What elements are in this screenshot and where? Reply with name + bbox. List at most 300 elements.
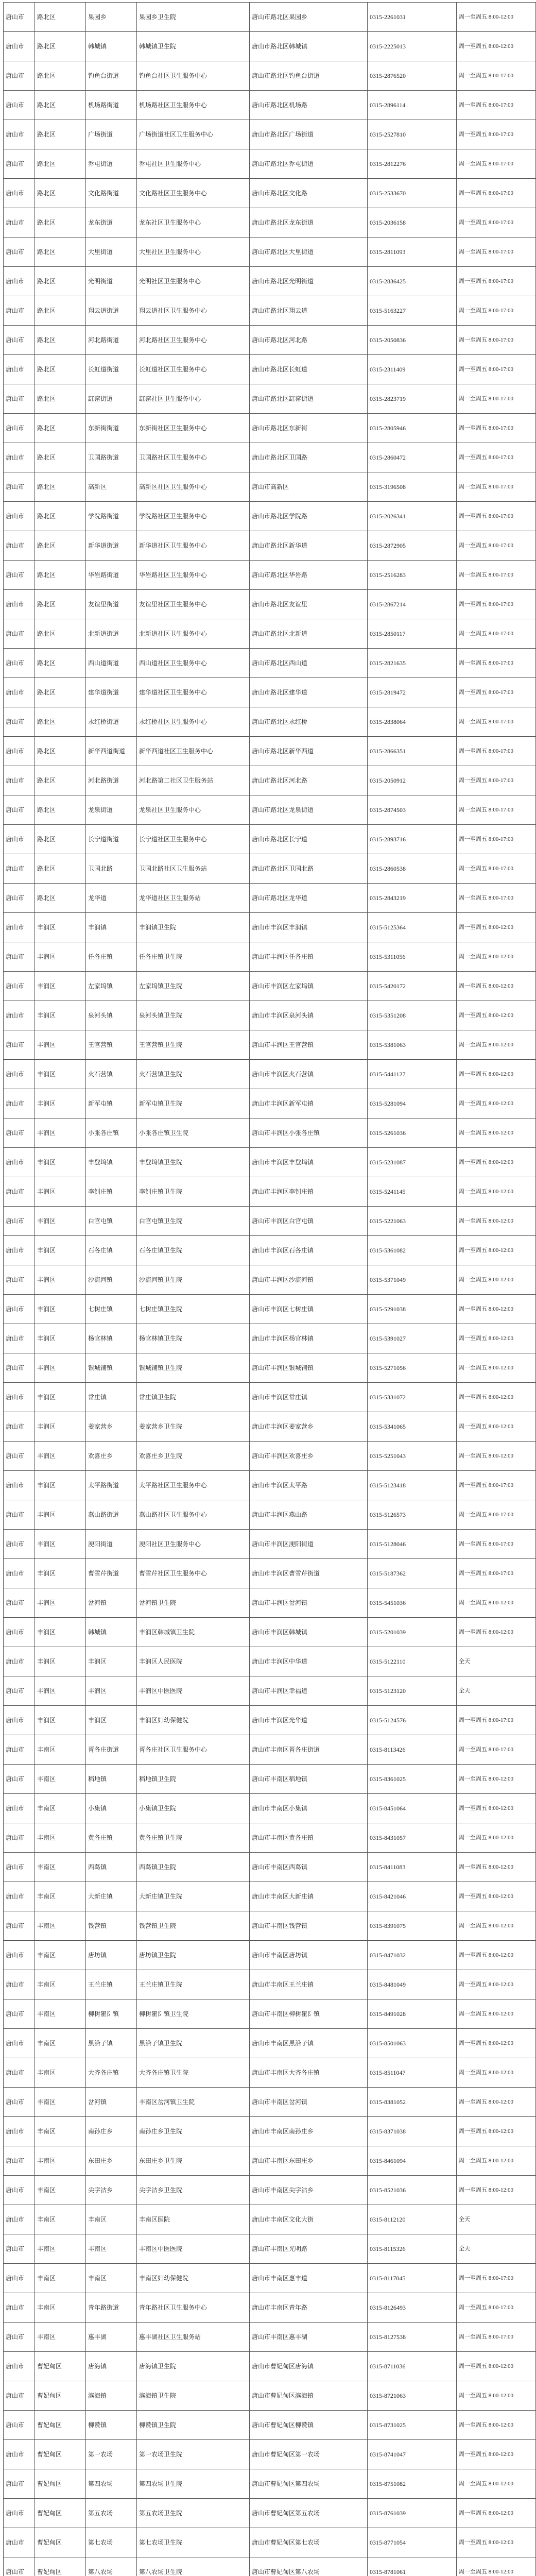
facility-cell: 第一农场卫生院 [137, 2440, 250, 2469]
facility-cell: 北新道社区卫生服务中心 [137, 619, 250, 649]
address-cell: 唐山市丰润区浭阳街道 [250, 1530, 368, 1559]
hours-cell: 周一至周五 8:00-17:00 [457, 61, 536, 91]
facility-cell: 乔屯社区卫生服务中心 [137, 149, 250, 179]
district-cell: 丰润区 [35, 913, 86, 942]
address-cell: 唐山市丰润区韩城镇 [250, 1618, 368, 1647]
hours-cell: 周一至周五 8:00-12:00 [457, 2088, 536, 2117]
phone-cell: 0315-2036158 [368, 208, 457, 238]
township-cell: 柳树瞿阝镇 [86, 1999, 137, 2029]
table-row [4, 1001, 536, 1030]
district-cell: 丰南区 [35, 1941, 86, 1970]
hours-cell: 周一至周五 8:00-17:00 [457, 443, 536, 472]
township-cell: 乔屯街道 [86, 149, 137, 179]
table-row [4, 1882, 536, 1911]
city-cell: 唐山市 [4, 884, 35, 913]
phone-cell: 0315-5221063 [368, 1207, 457, 1236]
table-row [4, 179, 536, 208]
township-cell: 新华西道街道 [86, 737, 137, 766]
district-cell: 丰南区 [35, 1970, 86, 1999]
city-cell: 唐山市 [4, 1236, 35, 1265]
district-cell: 丰润区 [35, 1647, 86, 1676]
township-cell: 卫国路街道 [86, 443, 137, 472]
facility-cell: 卫国北路社区卫生服务站 [137, 854, 250, 884]
table-row [4, 384, 536, 414]
township-cell: 钓鱼台街道 [86, 61, 137, 91]
hours-cell: 周一至周五 8:00-12:00 [457, 1765, 536, 1794]
address-cell: 唐山市路北区学院路 [250, 502, 368, 531]
address-cell: 唐山市曹妃甸区第一农场 [250, 2440, 368, 2469]
phone-cell: 0315-5124576 [368, 1706, 457, 1735]
address-cell: 唐山市丰润区石各庄镇 [250, 1236, 368, 1265]
facility-cell: 学院路社区卫生服务中心 [137, 502, 250, 531]
phone-cell: 0315-2533670 [368, 179, 457, 208]
hours-cell: 周一至周五 8:00-12:00 [457, 2176, 536, 2205]
table-row [4, 1735, 536, 1765]
address-cell: 唐山市路北区友谊里 [250, 590, 368, 619]
district-cell: 丰南区 [35, 1999, 86, 2029]
table-row [4, 1530, 536, 1559]
district-cell: 路北区 [35, 443, 86, 472]
district-cell: 丰南区 [35, 2264, 86, 2293]
phone-cell: 0315-8731025 [368, 2411, 457, 2440]
phone-cell: 0315-8431057 [368, 1823, 457, 1853]
facility-cell: 惠丰湖社区卫生服务站 [137, 2323, 250, 2352]
hours-cell: 周一至周五 8:00-12:00 [457, 1001, 536, 1030]
city-cell: 唐山市 [4, 2469, 35, 2499]
township-cell: 杨官林镇 [86, 1324, 137, 1353]
table-row [4, 884, 536, 913]
facility-table [3, 2, 536, 2576]
facility-cell: 西葛镇卫生院 [137, 1853, 250, 1882]
table-row [4, 2469, 536, 2499]
hours-cell: 周一至周五 8:00-12:00 [457, 2352, 536, 2381]
city-cell: 唐山市 [4, 678, 35, 707]
table-row [4, 1676, 536, 1706]
table-row [4, 1618, 536, 1647]
hours-cell: 周一至周五 8:00-17:00 [457, 1735, 536, 1765]
township-cell: 王官营镇 [86, 1030, 137, 1060]
phone-cell: 0315-8471032 [368, 1941, 457, 1970]
address-cell: 唐山市丰南区小集镇 [250, 1794, 368, 1823]
township-cell: 小集镇 [86, 1794, 137, 1823]
city-cell: 唐山市 [4, 2352, 35, 2381]
district-cell: 路北区 [35, 179, 86, 208]
district-cell: 路北区 [35, 238, 86, 267]
phone-cell: 0315-8741047 [368, 2440, 457, 2469]
facility-cell: 广场街道社区卫生服务中心 [137, 120, 250, 149]
district-cell: 丰南区 [35, 2293, 86, 2323]
district-cell: 丰润区 [35, 1089, 86, 1118]
city-cell: 唐山市 [4, 355, 35, 384]
city-cell: 唐山市 [4, 149, 35, 179]
hours-cell: 周一至周五 8:00-12:00 [457, 1794, 536, 1823]
table-row [4, 1794, 536, 1823]
facility-cell: 华岩路社区卫生服务中心 [137, 561, 250, 590]
phone-cell: 0315-5281094 [368, 1089, 457, 1118]
district-cell: 丰润区 [35, 942, 86, 972]
hours-cell: 周一至周五 8:00-12:00 [457, 1030, 536, 1060]
hours-cell: 周一至周五 8:00-12:00 [457, 1265, 536, 1295]
address-cell: 唐山市路北区果园乡 [250, 3, 368, 32]
address-cell: 唐山市丰南区钱营镇 [250, 1911, 368, 1941]
district-cell: 路北区 [35, 649, 86, 678]
phone-cell: 0315-5122110 [368, 1647, 457, 1676]
township-cell: 黄各庄镇 [86, 1823, 137, 1853]
facility-cell: 文化路社区卫生服务中心 [137, 179, 250, 208]
address-cell: 唐山市路北区龙华道 [250, 884, 368, 913]
district-cell: 路北区 [35, 707, 86, 737]
township-cell: 丰润区 [86, 1706, 137, 1735]
district-cell: 丰南区 [35, 1823, 86, 1853]
township-cell: 常庄镇 [86, 1383, 137, 1412]
table-row [4, 972, 536, 1001]
table-row [4, 707, 536, 737]
city-cell: 唐山市 [4, 2234, 35, 2264]
township-cell: 第一农场 [86, 2440, 137, 2469]
city-cell: 唐山市 [4, 795, 35, 825]
phone-cell: 0315-5123418 [368, 1471, 457, 1500]
district-cell: 丰南区 [35, 1765, 86, 1794]
address-cell: 唐山市丰南区东田庄乡 [250, 2146, 368, 2176]
city-cell: 唐山市 [4, 1999, 35, 2029]
city-cell: 唐山市 [4, 2088, 35, 2117]
city-cell: 唐山市 [4, 1471, 35, 1500]
phone-cell: 0315-5231087 [368, 1148, 457, 1177]
phone-cell: 0315-5163227 [368, 296, 457, 326]
phone-cell: 0315-2860538 [368, 854, 457, 884]
phone-cell: 0315-8113426 [368, 1735, 457, 1765]
district-cell: 丰润区 [35, 1030, 86, 1060]
district-cell: 丰润区 [35, 1706, 86, 1735]
address-cell: 唐山市路北区长虹道 [250, 355, 368, 384]
city-cell: 唐山市 [4, 854, 35, 884]
city-cell: 唐山市 [4, 590, 35, 619]
address-cell: 唐山市丰润区李钊庄镇 [250, 1177, 368, 1207]
city-cell: 唐山市 [4, 737, 35, 766]
city-cell: 唐山市 [4, 502, 35, 531]
district-cell: 丰润区 [35, 1353, 86, 1383]
district-cell: 丰南区 [35, 1735, 86, 1765]
address-cell: 唐山市路北区钓鱼台街道 [250, 61, 368, 91]
district-cell: 路北区 [35, 737, 86, 766]
facility-cell: 第四农场卫生院 [137, 2469, 250, 2499]
hours-cell: 周一至周五 8:00-17:00 [457, 2293, 536, 2323]
facility-cell: 龙东社区卫生服务中心 [137, 208, 250, 238]
phone-cell: 0315-2872905 [368, 531, 457, 561]
phone-cell: 0315-8721063 [368, 2381, 457, 2411]
hours-cell: 周一至周五 8:00-12:00 [457, 1588, 536, 1618]
address-cell: 唐山市路北区韩城镇 [250, 32, 368, 61]
address-cell: 唐山市曹妃甸区柳赞镇 [250, 2411, 368, 2440]
facility-cell: 大新庄镇卫生院 [137, 1882, 250, 1911]
table-row [4, 766, 536, 795]
hours-cell: 周一至周五 8:00-17:00 [457, 737, 536, 766]
hours-cell: 周一至周五 8:00-17:00 [457, 590, 536, 619]
township-cell: 任各庄镇 [86, 942, 137, 972]
address-cell: 唐山市路北区大里街道 [250, 238, 368, 267]
address-cell: 唐山市丰润区岔河镇 [250, 1588, 368, 1618]
township-cell: 丰润区 [86, 1676, 137, 1706]
table-row [4, 1383, 536, 1412]
address-cell: 唐山市丰润区中华道 [250, 1647, 368, 1676]
hours-cell: 周一至周五 8:00-12:00 [457, 2029, 536, 2058]
city-cell: 唐山市 [4, 1794, 35, 1823]
hours-cell: 全天 [457, 1676, 536, 1706]
district-cell: 路北区 [35, 326, 86, 355]
district-cell: 丰南区 [35, 2117, 86, 2146]
city-cell: 唐山市 [4, 1823, 35, 1853]
phone-cell: 0315-2050912 [368, 766, 457, 795]
address-cell: 唐山市丰润区王官营镇 [250, 1030, 368, 1060]
hours-cell: 周一至周五 8:00-17:00 [457, 267, 536, 296]
address-cell: 唐山市路北区机场路 [250, 91, 368, 120]
hours-cell: 周一至周五 8:00-12:00 [457, 1999, 536, 2029]
district-cell: 曹妃甸区 [35, 2557, 86, 2576]
township-cell: 华岩路街道 [86, 561, 137, 590]
phone-cell: 0315-8521036 [368, 2176, 457, 2205]
city-cell: 唐山市 [4, 1118, 35, 1148]
district-cell: 丰润区 [35, 972, 86, 1001]
table-row [4, 1265, 536, 1295]
district-cell: 丰润区 [35, 1295, 86, 1324]
table-row [4, 678, 536, 707]
city-cell: 唐山市 [4, 2323, 35, 2352]
phone-cell: 0315-2819472 [368, 678, 457, 707]
phone-cell: 0315-2050836 [368, 326, 457, 355]
address-cell: 唐山市丰润区七树庄镇 [250, 1295, 368, 1324]
hours-cell: 周一至周五 8:00-12:00 [457, 1412, 536, 1442]
address-cell: 唐山市丰润区燕山路 [250, 1500, 368, 1530]
hours-cell: 周一至周五 8:00-17:00 [457, 619, 536, 649]
facility-cell: 柳树瞿阝镇卫生院 [137, 1999, 250, 2029]
district-cell: 丰南区 [35, 2205, 86, 2234]
city-cell: 唐山市 [4, 531, 35, 561]
township-cell: 高新区 [86, 472, 137, 502]
township-cell: 龙东街道 [86, 208, 137, 238]
township-cell: 李钊庄镇 [86, 1177, 137, 1207]
facility-cell: 白官屯镇卫生院 [137, 1207, 250, 1236]
address-cell: 唐山市曹妃甸区第五农场 [250, 2499, 368, 2528]
hours-cell: 周一至周五 8:00-17:00 [457, 120, 536, 149]
city-cell: 唐山市 [4, 825, 35, 854]
facility-cell: 机场路社区卫生服务中心 [137, 91, 250, 120]
facility-cell: 丰南区医院 [137, 2205, 250, 2234]
township-cell: 王兰庄镇 [86, 1970, 137, 1999]
phone-cell: 0315-2838064 [368, 707, 457, 737]
facility-cell: 银城铺镇卫生院 [137, 1353, 250, 1383]
township-cell: 机场路街道 [86, 91, 137, 120]
city-cell: 唐山市 [4, 2381, 35, 2411]
facility-cell: 太平路社区卫生服务中心 [137, 1471, 250, 1500]
phone-cell: 0315-5451036 [368, 1588, 457, 1618]
address-cell: 唐山市丰南区南孙庄乡 [250, 2117, 368, 2146]
facility-cell: 钓鱼台社区卫生服务中心 [137, 61, 250, 91]
township-cell: 太平路街道 [86, 1471, 137, 1500]
table-row [4, 91, 536, 120]
address-cell: 唐山市路北区河北路 [250, 326, 368, 355]
address-cell: 唐山市曹妃甸区第四农场 [250, 2469, 368, 2499]
city-cell: 唐山市 [4, 296, 35, 326]
address-cell: 唐山市路北区乔屯街道 [250, 149, 368, 179]
township-cell: 曹雪芹街道 [86, 1559, 137, 1588]
township-cell: 韩城镇 [86, 32, 137, 61]
table-row [4, 443, 536, 472]
facility-cell: 河北路第二社区卫生服务站 [137, 766, 250, 795]
hours-cell: 周一至周五 8:00-17:00 [457, 384, 536, 414]
phone-cell: 0315-5341065 [368, 1412, 457, 1442]
address-cell: 唐山市丰润区太平路 [250, 1471, 368, 1500]
facility-cell: 大里社区卫生服务中心 [137, 238, 250, 267]
district-cell: 曹妃甸区 [35, 2411, 86, 2440]
facility-cell: 任各庄镇卫生院 [137, 942, 250, 972]
city-cell: 唐山市 [4, 1618, 35, 1647]
facility-cell: 黄各庄镇卫生院 [137, 1823, 250, 1853]
address-cell: 唐山市曹妃甸区第八农场 [250, 2557, 368, 2576]
district-cell: 丰润区 [35, 1118, 86, 1148]
hours-cell: 周一至周五 8:00-12:00 [457, 1823, 536, 1853]
hours-cell: 周一至周五 8:00-12:00 [457, 1911, 536, 1941]
district-cell: 丰润区 [35, 1559, 86, 1588]
district-cell: 路北区 [35, 120, 86, 149]
city-cell: 唐山市 [4, 2499, 35, 2528]
phone-cell: 0315-2812276 [368, 149, 457, 179]
hours-cell: 周一至周五 8:00-12:00 [457, 2411, 536, 2440]
city-cell: 唐山市 [4, 561, 35, 590]
city-cell: 唐山市 [4, 2293, 35, 2323]
township-cell: 稻地镇 [86, 1765, 137, 1794]
township-cell: 第四农场 [86, 2469, 137, 2499]
address-cell: 唐山市路北区东新街 [250, 414, 368, 443]
address-cell: 唐山市路北区永红桥 [250, 707, 368, 737]
phone-cell: 0315-2867214 [368, 590, 457, 619]
township-cell: 丰润区 [86, 1647, 137, 1676]
township-cell: 惠丰湖 [86, 2323, 137, 2352]
table-row [4, 414, 536, 443]
facility-cell: 黑沿子镇卫生院 [137, 2029, 250, 2058]
hours-cell: 周一至周五 8:00-12:00 [457, 2469, 536, 2499]
facility-cell: 欢喜庄乡卫生院 [137, 1442, 250, 1471]
phone-cell: 0315-8761039 [368, 2499, 457, 2528]
city-cell: 唐山市 [4, 1559, 35, 1588]
district-cell: 路北区 [35, 149, 86, 179]
address-cell: 唐山市路北区卫国北路 [250, 854, 368, 884]
city-cell: 唐山市 [4, 942, 35, 972]
facility-cell: 燕山路社区卫生服务中心 [137, 1500, 250, 1530]
phone-cell: 0315-5125364 [368, 913, 457, 942]
table-row [4, 32, 536, 61]
district-cell: 丰南区 [35, 1911, 86, 1941]
city-cell: 唐山市 [4, 1970, 35, 1999]
hours-cell: 周一至周五 8:00-17:00 [457, 649, 536, 678]
facility-cell: 尖字沽乡卫生院 [137, 2176, 250, 2205]
address-cell: 唐山市丰南区尖字沽乡 [250, 2176, 368, 2205]
district-cell: 路北区 [35, 825, 86, 854]
table-row [4, 619, 536, 649]
township-cell: 滨海镇 [86, 2381, 137, 2411]
township-cell: 建华道街道 [86, 678, 137, 707]
district-cell: 曹妃甸区 [35, 2381, 86, 2411]
city-cell: 唐山市 [4, 1941, 35, 1970]
phone-cell: 0315-2876520 [368, 61, 457, 91]
facility-cell: 缸窑社区卫生服务中心 [137, 384, 250, 414]
city-cell: 唐山市 [4, 2557, 35, 2576]
hours-cell: 周一至周五 8:00-12:00 [457, 942, 536, 972]
hours-cell: 周一至周五 8:00-12:00 [457, 1148, 536, 1177]
phone-cell: 0315-8711036 [368, 2352, 457, 2381]
phone-cell: 0315-2866351 [368, 737, 457, 766]
district-cell: 路北区 [35, 678, 86, 707]
phone-cell: 0315-5261036 [368, 1118, 457, 1148]
table-row [4, 149, 536, 179]
table-row [4, 2381, 536, 2411]
hours-cell: 周一至周五 8:00-17:00 [457, 1559, 536, 1588]
city-cell: 唐山市 [4, 1383, 35, 1412]
township-cell: 尖字沽乡 [86, 2176, 137, 2205]
facility-cell: 常庄镇卫生院 [137, 1383, 250, 1412]
table-row [4, 2352, 536, 2381]
hours-cell: 周一至周五 8:00-17:00 [457, 795, 536, 825]
township-cell: 唐海镇 [86, 2352, 137, 2381]
table-row [4, 590, 536, 619]
table-row [4, 1324, 536, 1353]
township-cell: 卫国北路 [86, 854, 137, 884]
township-cell: 第五农场 [86, 2499, 137, 2528]
district-cell: 丰润区 [35, 1471, 86, 1500]
city-cell: 唐山市 [4, 649, 35, 678]
facility-cell: 西山道社区卫生服务中心 [137, 649, 250, 678]
city-cell: 唐山市 [4, 913, 35, 942]
table-row [4, 1853, 536, 1882]
hours-cell: 周一至周五 8:00-12:00 [457, 1060, 536, 1089]
hours-cell: 周一至周五 8:00-12:00 [457, 1295, 536, 1324]
township-cell: 岔河镇 [86, 1588, 137, 1618]
table-row [4, 2440, 536, 2469]
phone-cell: 0315-3196508 [368, 472, 457, 502]
hours-cell: 周一至周五 8:00-17:00 [457, 1530, 536, 1559]
facility-cell: 东新街社区卫生服务中心 [137, 414, 250, 443]
city-cell: 唐山市 [4, 1177, 35, 1207]
city-cell: 唐山市 [4, 2117, 35, 2146]
phone-cell: 0315-5251043 [368, 1442, 457, 1471]
table-row [4, 1236, 536, 1265]
table-row [4, 2176, 536, 2205]
address-cell: 唐山市丰南区稻地镇 [250, 1765, 368, 1794]
township-cell: 龙华道 [86, 884, 137, 913]
hours-cell: 周一至周五 8:00-12:00 [457, 913, 536, 942]
phone-cell: 0315-8126493 [368, 2293, 457, 2323]
city-cell: 唐山市 [4, 326, 35, 355]
facility-cell: 建华道社区卫生服务中心 [137, 678, 250, 707]
hours-cell: 周一至周五 8:00-17:00 [457, 326, 536, 355]
township-cell: 岔河镇 [86, 2088, 137, 2117]
table-row [4, 1295, 536, 1324]
facility-cell: 王兰庄镇卫生院 [137, 1970, 250, 1999]
table-row [4, 795, 536, 825]
address-cell: 唐山市丰南区柳树瞿阝镇 [250, 1999, 368, 2029]
facility-cell: 丰南区岔河镇卫生院 [137, 2088, 250, 2117]
facility-cell: 胥各庄社区卫生服务中心 [137, 1735, 250, 1765]
facility-cell: 卫国路社区卫生服务中心 [137, 443, 250, 472]
city-cell: 唐山市 [4, 707, 35, 737]
phone-cell: 0315-8127538 [368, 2323, 457, 2352]
phone-cell: 0315-8771054 [368, 2528, 457, 2557]
address-cell: 唐山市路北区华岩路 [250, 561, 368, 590]
address-cell: 唐山市路北区翔云道 [250, 296, 368, 326]
district-cell: 曹妃甸区 [35, 2528, 86, 2557]
city-cell: 唐山市 [4, 61, 35, 91]
phone-cell: 0315-2821635 [368, 649, 457, 678]
table-row [4, 502, 536, 531]
